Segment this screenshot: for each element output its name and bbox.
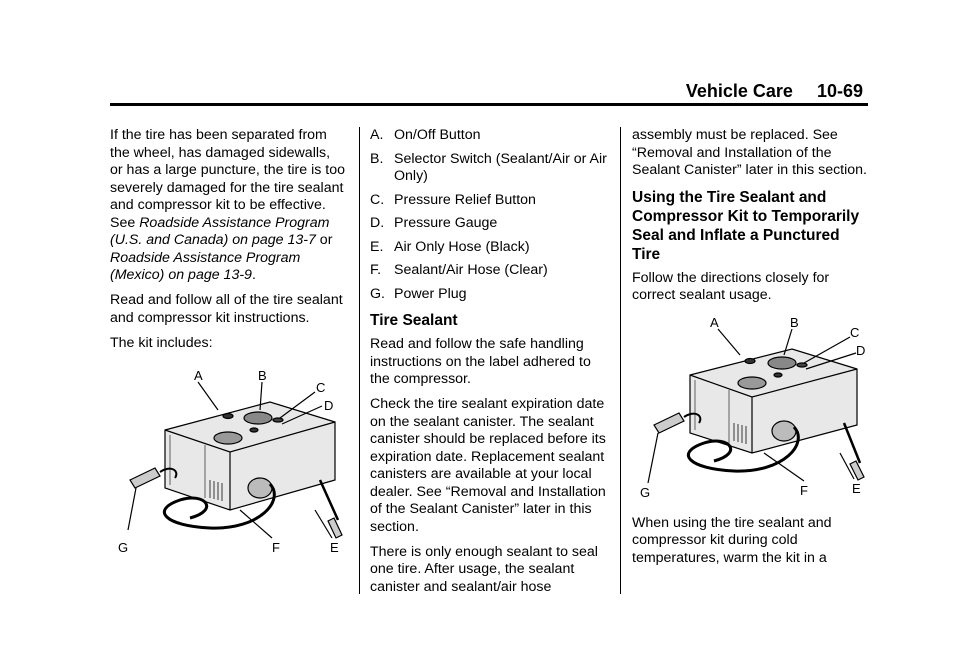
safe-handling-paragraph: Read and follow the safe handling instructions on the label adhered to the compressor. [370, 336, 591, 387]
kit-item-g: G. Power Plug [370, 285, 467, 302]
assembly-replaced-paragraph: assembly must be replaced. See “Removal and Installation of the Sealant Canister” later in this section. [632, 127, 867, 178]
fig1-label-c: C [316, 380, 326, 395]
fig1-label-f: F [272, 540, 280, 555]
fig2-label-e: E [852, 480, 861, 496]
kit-item-d: D. Pressure Gauge [370, 215, 498, 231]
fig1-label-e: E [330, 540, 339, 555]
using-kit-heading: Using the Tire Sealant and Compressor Kit to Temporarily Seal and Inflate a Punctured Tire [632, 188, 860, 263]
compressor-kit-illustration [110, 360, 346, 560]
fig2-label-f: F [800, 482, 808, 498]
column-3 [632, 127, 868, 575]
fig2-label-c: C [850, 324, 860, 340]
kit-item-a: A. On/Off Button [370, 127, 481, 143]
page-number: 10-69 [816, 81, 863, 101]
fig2-label-b: B [790, 314, 799, 330]
compressor-kit-figure-2 [632, 313, 868, 509]
kit-item-f: F. Sealant/Air Hose (Clear) [370, 262, 548, 278]
compressor-kit-figure-1 [110, 360, 346, 560]
column-1 [110, 127, 346, 566]
expiration-paragraph: Check the tire sealant expiration date on the sealant canister. The sealant canister should be replaced before its expiration date. Replacement sealant canisters are available at your local dealer. See “Removal and Installation of the Sealant Canister” later in this section. [370, 396, 606, 535]
fig2-label-g: G [640, 484, 651, 500]
page-header [686, 80, 863, 102]
kit-item-e: E. Air Only Hose (Black) [370, 238, 530, 255]
cold-temperatures-paragraph: When using the tire sealant and compressor kit during cold temperatures, warm the kit in a [632, 514, 832, 566]
fig1-label-d: D [324, 398, 334, 413]
roadside-mexico-link[interactable]: Roadside Assistance Program (Mexico) on page 13-9 [110, 249, 301, 283]
follow-directions-paragraph: Follow the directions closely for correct sealant usage. [632, 269, 830, 303]
one-tire-paragraph: There is only enough sealant to seal one tire. After usage, the sealant canister and sealant/air hose [370, 543, 598, 595]
column-divider-2 [620, 127, 621, 594]
tire-sealant-heading: Tire Sealant [370, 312, 458, 329]
header-rule [110, 103, 868, 106]
compressor-kit-illustration-2 [632, 313, 868, 509]
roadside-us-link[interactable]: Roadside Assistance Program (U.S. and Canada) on page 13-7 [110, 214, 330, 248]
column-divider-1 [359, 127, 360, 594]
follow-instructions-paragraph: Read and follow all of the tire sealant and compressor kit instructions. [110, 292, 343, 326]
kit-includes-paragraph: The kit includes: [110, 334, 213, 351]
section-title: Vehicle Care [685, 81, 793, 101]
kit-item-b: B. Selector Switch (Sealant/Air or Air Only) [370, 150, 607, 184]
column-2 [370, 127, 610, 604]
kit-item-c: C. Pressure Relief Button [370, 191, 536, 208]
damage-paragraph: If the tire has been separated from the wheel, has damaged sidewalls, or has a large puncture, the tire is too severely damaged for the tire sealant and compressor kit to be effective. See Roadside Assistance Program (U.S. and Canada) on page 13-7 or Roadside Assistance Program (Mexico) on page 13-9. [110, 127, 346, 283]
fig2-label-d: D [856, 342, 866, 358]
fig1-label-a: A [194, 368, 203, 383]
fig1-label-g: G [118, 540, 129, 555]
fig1-label-b: B [258, 368, 267, 383]
fig2-label-a: A [710, 314, 719, 330]
